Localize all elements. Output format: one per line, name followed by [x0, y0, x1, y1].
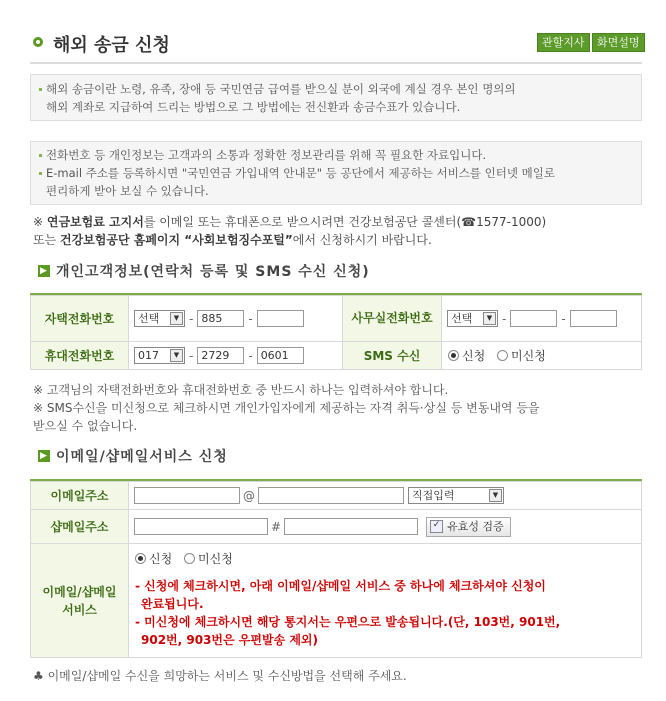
info-text: 편리하게 받아 보실 수 있습니다. [46, 184, 209, 198]
office-phone-area-select[interactable]: 선택 ▼ [447, 310, 498, 327]
service-warning-2: 완료됩니다. [141, 597, 204, 611]
home-phone-label: 자택전화번호 [31, 296, 129, 342]
premium-notice-line1: ※ 연금보험료 고지서를 이메일 또는 휴대폰으로 받으시려면 건강보험공단 콜센터(☎1577-1000) [33, 215, 547, 229]
email-service-apply-label: 신청 [149, 552, 173, 566]
screen-help-button[interactable]: 화면설명 [592, 33, 645, 52]
sms-decline-label: 미신청 [511, 349, 546, 363]
mobile-prefix-select[interactable]: 017 ▼ [134, 347, 185, 364]
section-arrow-icon: ▶ [38, 265, 50, 277]
office-phone-last-input[interactable] [570, 310, 617, 327]
sms-apply-label: 신청 [462, 349, 486, 363]
mobile-mid-input[interactable]: 2729 [197, 347, 244, 364]
email-section-heading: ▶ 이메일/샵메일서비스 신청 [38, 446, 228, 466]
email-local-input[interactable] [134, 487, 240, 504]
office-phone-mid-input[interactable] [510, 310, 557, 327]
section-arrow-icon: ▶ [38, 450, 50, 462]
service-warning-4: 902번, 903번은 우편발송 제외) [141, 633, 319, 647]
info-text: 해외 계좌로 지급하여 드리는 방법으로 그 방법에는 전신환과 송금수표가 있습니다. [46, 100, 461, 114]
info-text: 전화번호 등 개인정보는 고객과의 소통과 정확한 정보관리를 위해 꼭 필요한 자료입니다. [46, 148, 487, 162]
page-title: 해외 송금 신청 [53, 35, 170, 56]
email-service-label: 이메일/샵메일 서비스 [31, 544, 129, 658]
email-service-decline-label: 미신청 [198, 552, 233, 566]
sms-apply-radio[interactable] [448, 350, 459, 361]
title-bullet-icon [33, 37, 43, 47]
info-text: 해외 송금이란 노령, 유족, 장애 등 국민연금 급여를 받으실 분이 외국에 계실 경우 본인 명의의 [46, 82, 516, 96]
shopmail-id-input[interactable] [134, 518, 268, 535]
home-phone-mid-input[interactable]: 885 [197, 310, 244, 327]
bullet-icon [39, 88, 42, 91]
email-label: 이메일주소 [31, 482, 129, 510]
hash-sign: # [271, 519, 282, 534]
at-sign: @ [243, 488, 255, 503]
service-warning-3: - 미신청에 체크하시면 해당 통지서는 우편으로 발송됩니다.(단, 103번, 901번, [135, 615, 561, 629]
office-phone-label: 사무실전화번호 [343, 296, 442, 342]
home-phone-last-input[interactable] [257, 310, 304, 327]
email-footer-note: ♣ 이메일/샵메일 수신을 희망하는 서비스 및 수신방법을 선택해 주세요. [33, 669, 407, 683]
contact-section-heading: ▶ 개인고객정보(연락처 등록 및 SMS 수신 신청) [38, 261, 370, 281]
email-table [30, 481, 642, 658]
jurisdiction-office-button[interactable]: 관할지사 [537, 33, 590, 52]
email-service-decline-radio[interactable] [184, 553, 195, 564]
sms-label: SMS 수신 [343, 342, 442, 370]
contact-note-3: 받으실 수 없습니다. [33, 419, 138, 433]
email-service-apply-radio[interactable] [135, 553, 146, 564]
home-phone-area-select[interactable]: 선택 ▼ [134, 310, 185, 327]
email-domain-select[interactable]: 직접입력 ▼ [408, 487, 504, 504]
info-box-privacy [30, 141, 642, 205]
contact-note-2: ※ SMS수신을 미신청으로 체크하시면 개인가입자에게 제공하는 자격 취득·상실 등 변동내역 등을 [33, 401, 540, 415]
mobile-label: 휴대전화번호 [31, 342, 129, 370]
info-box-overseas-remittance [30, 74, 642, 121]
contact-table: 자택전화번호 선택 ▼ - 885 - 사무실전화번호 선택 ▼ - - 휴대전화번호 017 ▼ - 2729 - 0601 SMS 수신 신청 미신청 [30, 295, 642, 370]
bullet-icon [39, 172, 42, 175]
premium-notice-line2: 또는 건강보험공단 홈페이지 “사회보험징수포털”에서 신청하시기 바랍니다. [33, 233, 432, 247]
shopmail-label: 샵메일주소 [31, 510, 129, 544]
header-divider [30, 62, 642, 64]
contact-note-1: ※ 고객님의 자택전화번호와 휴대전화번호 중 반드시 하나는 입력하셔야 합니다. [33, 383, 449, 397]
service-warning-1: - 신청에 체크하시면, 아래 이메일/샵메일 서비스 중 하나에 체크하셔야 신청이 [135, 579, 546, 593]
email-domain-input[interactable] [258, 487, 404, 504]
bullet-icon [39, 154, 42, 157]
chevron-down-icon: ▼ [489, 489, 502, 502]
verify-validity-button[interactable]: ✓ 유효성 검증 [426, 517, 511, 537]
check-icon: ✓ [430, 520, 443, 533]
chevron-down-icon: ▼ [170, 349, 183, 362]
chevron-down-icon: ▼ [483, 312, 496, 325]
chevron-down-icon: ▼ [170, 312, 183, 325]
info-text: E-mail 주소를 등록하시면 "국민연금 가입내역 안내문" 등 공단에서 제공하는 서비스를 인터넷 메일로 [46, 166, 555, 180]
sms-decline-radio[interactable] [497, 350, 508, 361]
shopmail-domain-input[interactable] [284, 518, 418, 535]
mobile-last-input[interactable]: 0601 [257, 347, 304, 364]
